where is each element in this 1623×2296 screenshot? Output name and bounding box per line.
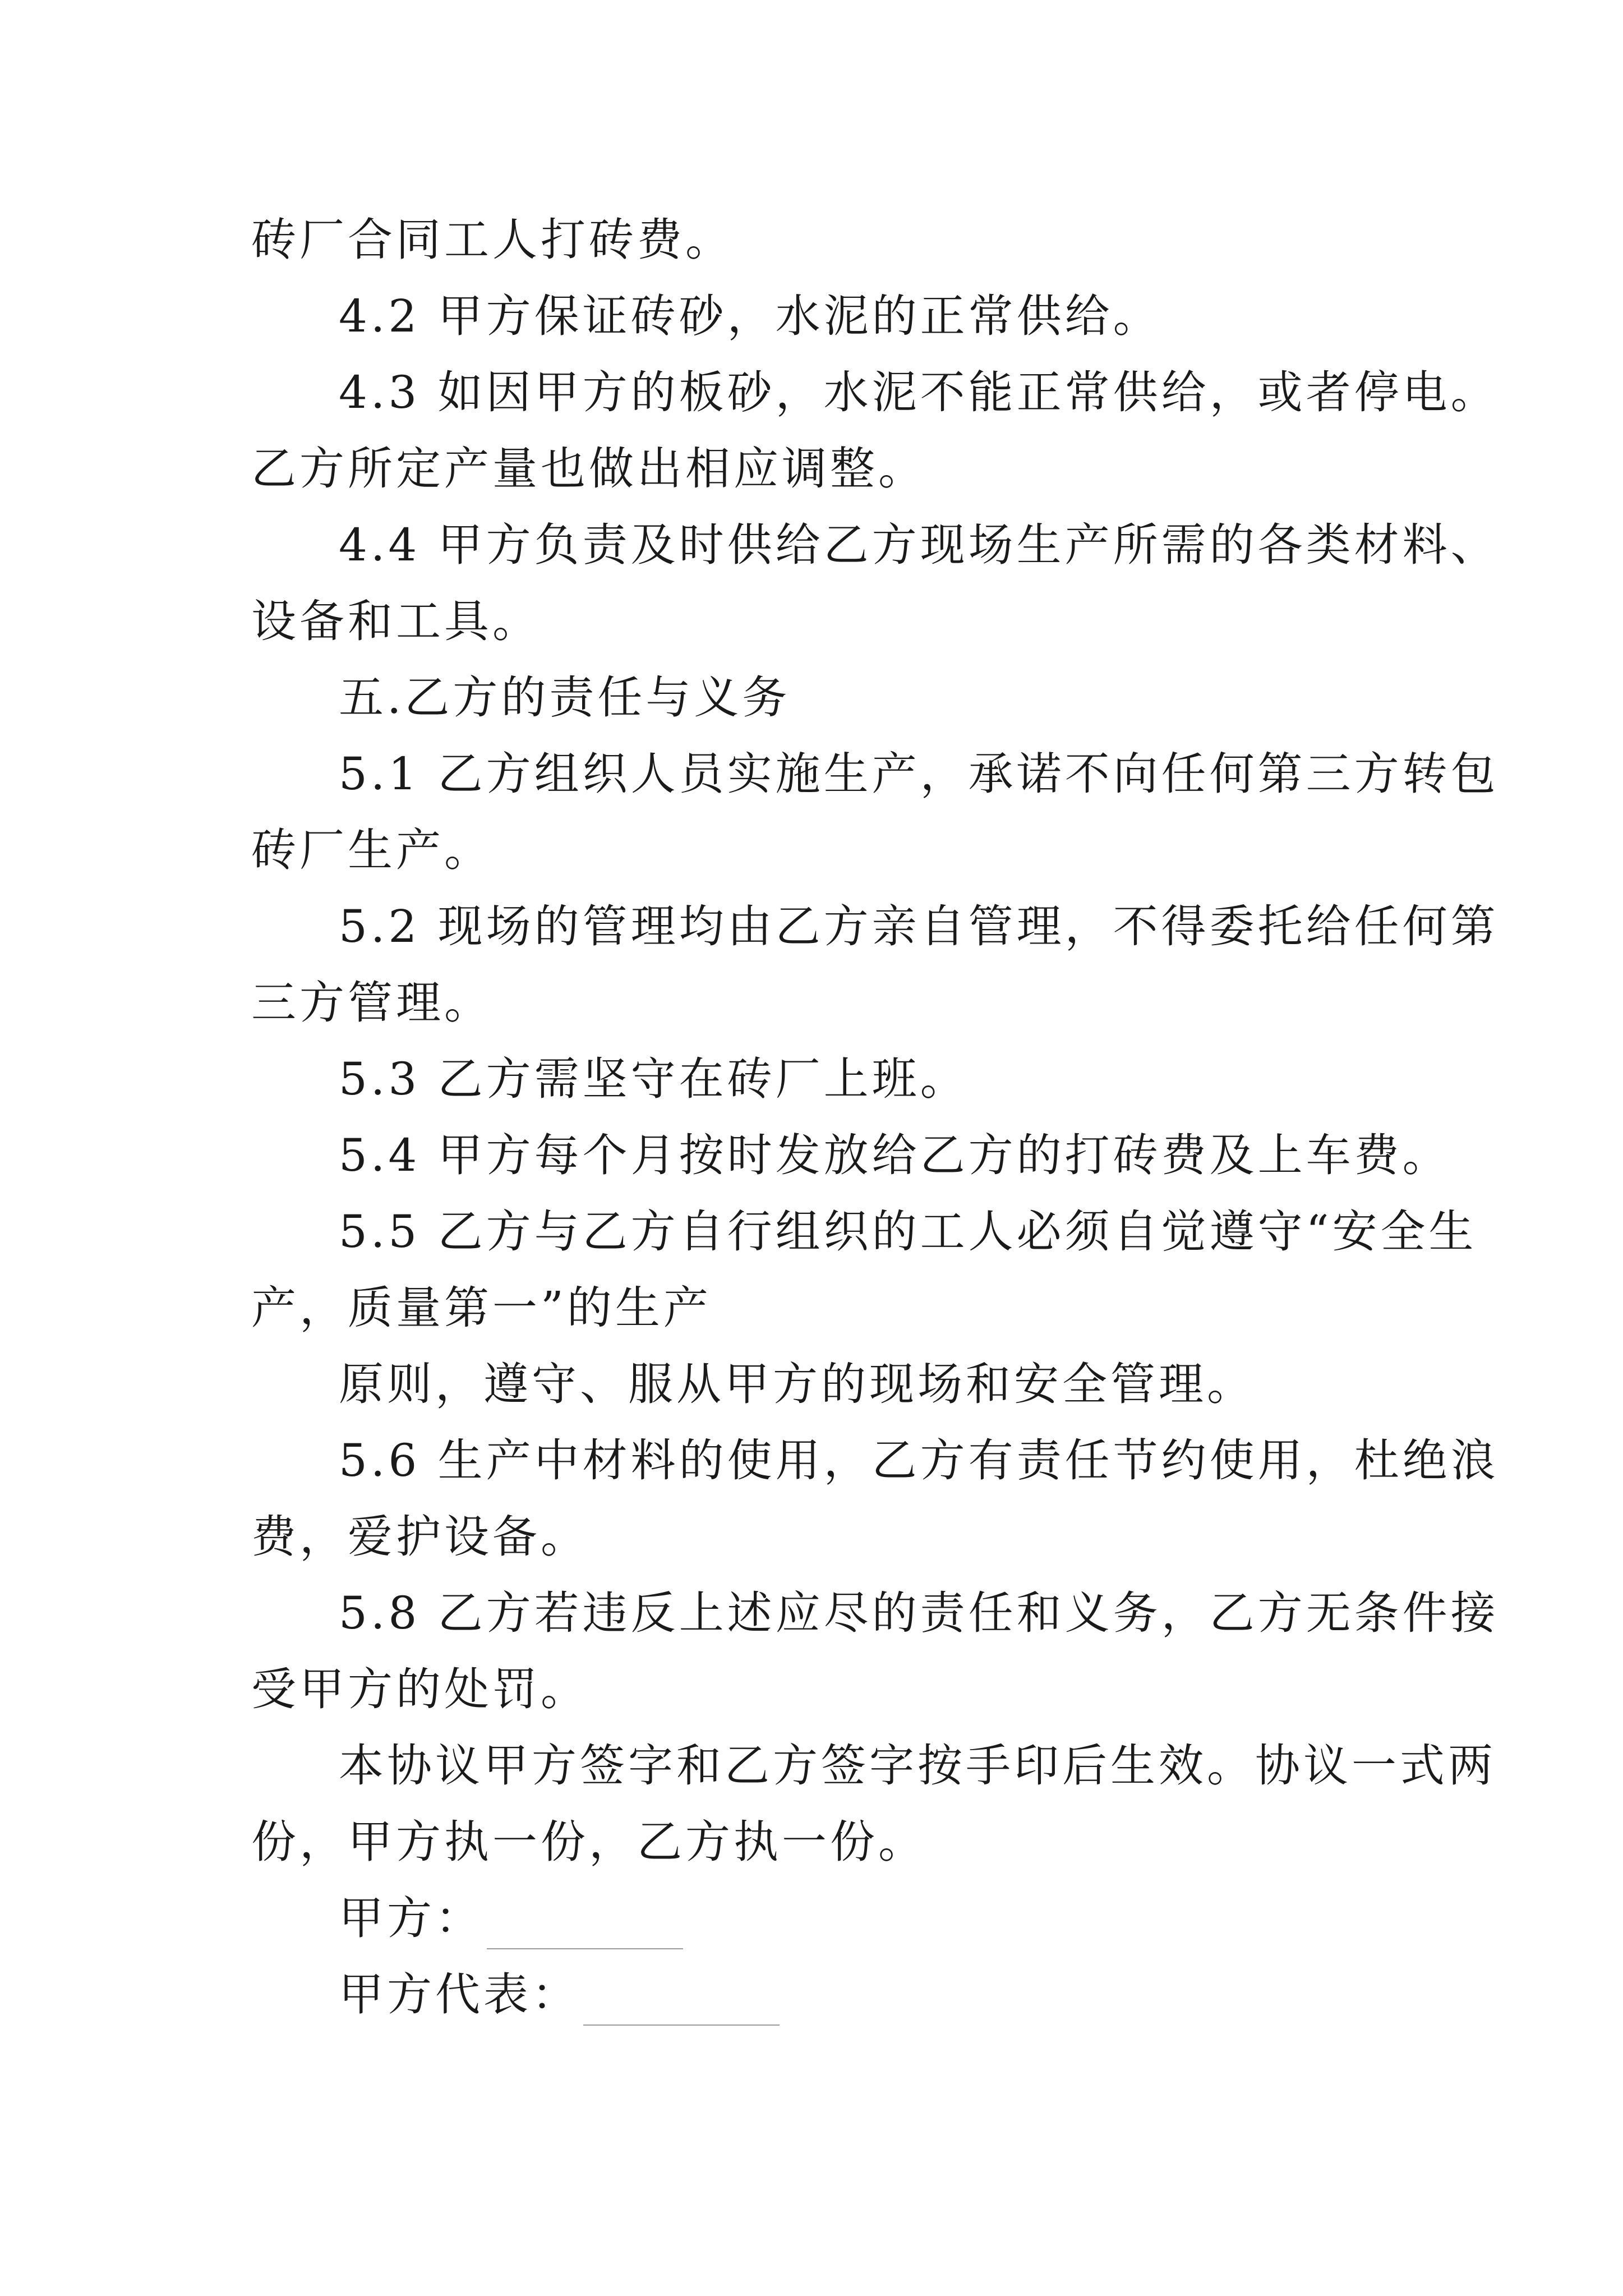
text-line: 受甲方的处罚。 bbox=[251, 1663, 589, 1715]
text-line: 4.2 甲方保证砖砂，水泥的正常供给。 bbox=[339, 290, 1161, 342]
text-line: 费，爱护设备。 bbox=[251, 1511, 589, 1563]
text-line: 砖厂合同工人打砖费。 bbox=[251, 214, 734, 266]
text-line: 4.3 如因甲方的板砂，水泥不能正常供给，或者停电。 bbox=[339, 366, 1499, 418]
text-line: 份，甲方执一份，乙方执一份。 bbox=[251, 1816, 926, 1868]
text-line: 5.8 乙方若违反上述应尽的责任和义务，乙方无条件接 bbox=[339, 1587, 1499, 1639]
text-line: 产，质量第一”的生产 bbox=[251, 1282, 712, 1334]
party-a-label: 甲方： bbox=[339, 1892, 483, 1944]
party-a-signature-blank bbox=[487, 1948, 683, 1949]
text-line: 乙方所定产量也做出相应调整。 bbox=[251, 443, 926, 495]
text-line: 5.4 甲方每个月按时发放给乙方的打砖费及上车费。 bbox=[339, 1129, 1451, 1181]
text-line: 砖厂生产。 bbox=[251, 824, 492, 876]
party-a-signature bbox=[339, 1892, 683, 1945]
party-a-rep-label: 甲方代表： bbox=[339, 1968, 580, 2021]
text-line: 本协议甲方签字和乙方签字按手印后生效。协议一式两 bbox=[339, 1740, 1496, 1792]
text-line: 5.3 乙方需坚守在砖厂上班。 bbox=[339, 1053, 969, 1105]
text-line: 5.6 生产中材料的使用，乙方有责任节约使用，杜绝浪 bbox=[339, 1434, 1499, 1487]
text-line: 设备和工具。 bbox=[251, 595, 541, 647]
text-line: 4.4 甲方负责及时供给乙方现场生产所需的各类材料、 bbox=[339, 519, 1499, 571]
party-a-rep-signature bbox=[339, 1968, 780, 2022]
section-heading: 五.乙方的责任与义务 bbox=[339, 671, 791, 724]
text-line: 5.5 乙方与乙方自行组织的工人必须自觉遵守“安全生 bbox=[339, 1205, 1477, 1258]
text-line: 三方管理。 bbox=[251, 977, 492, 1029]
text-line: 5.2 现场的管理均由乙方亲自管理，不得委托给任何第 bbox=[339, 900, 1499, 953]
text-line: 原则，遵守、服从甲方的现场和安全管理。 bbox=[339, 1358, 1255, 1410]
text-line: 5.1 乙方组织人员实施生产，承诺不向任何第三方转包 bbox=[339, 748, 1499, 800]
party-a-rep-signature-blank bbox=[583, 2024, 780, 2026]
